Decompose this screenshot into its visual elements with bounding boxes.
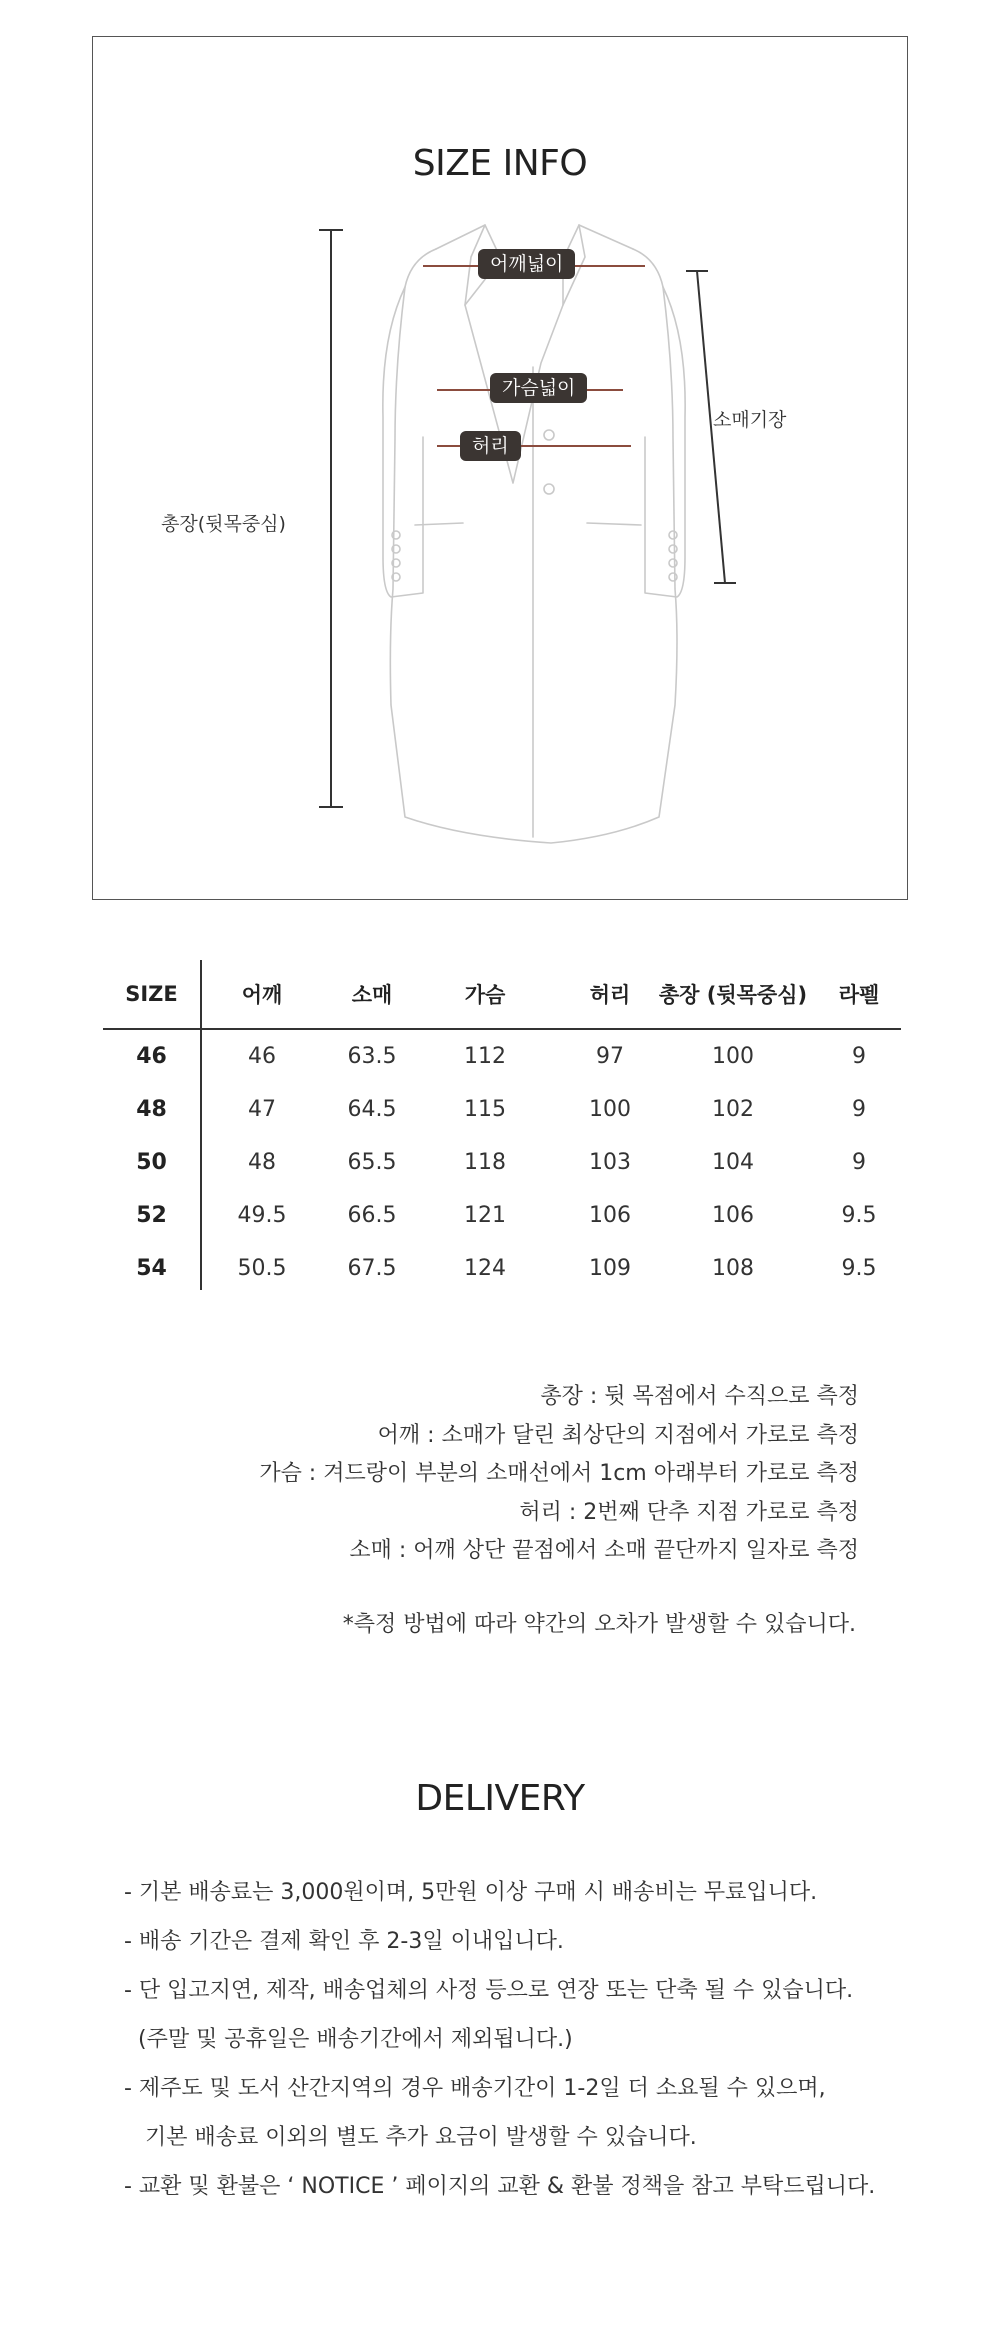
delivery-line: - 배송 기간은 결제 확인 후 2-3일 이내입니다. xyxy=(124,1929,564,1954)
size-table xyxy=(103,960,901,1295)
chest-width-tag: 가슴넓이 xyxy=(490,373,587,403)
delivery-line: - 제주도 및 도서 산간지역의 경우 배송기간이 1-2일 더 소요될 수 있으며, xyxy=(124,2076,826,2101)
header-chest: 가슴 xyxy=(464,983,506,1007)
table-row xyxy=(103,1030,901,1083)
row-waist: 103 xyxy=(589,1150,631,1175)
row-chest: 112 xyxy=(464,1044,506,1069)
row-lapel: 9 xyxy=(852,1044,866,1069)
row-total-length: 108 xyxy=(712,1256,754,1281)
row-chest: 121 xyxy=(464,1203,506,1228)
row-size: 48 xyxy=(136,1097,167,1122)
row-chest: 115 xyxy=(464,1097,506,1122)
row-shoulder: 50.5 xyxy=(237,1256,287,1281)
row-size: 54 xyxy=(136,1256,167,1281)
row-size: 52 xyxy=(136,1203,167,1228)
row-waist: 97 xyxy=(596,1044,624,1069)
delivery-title: DELIVERY xyxy=(415,1778,585,1819)
cuff-button-r1 xyxy=(669,531,677,539)
row-sleeve: 67.5 xyxy=(347,1256,397,1281)
pocket-right xyxy=(587,523,641,525)
table-row xyxy=(103,1136,901,1189)
row-lapel: 9.5 xyxy=(841,1203,877,1228)
row-size: 50 xyxy=(136,1150,167,1175)
table-row xyxy=(103,1189,901,1242)
note-total-length: 총장 : 뒷 목점에서 수직으로 측정 xyxy=(540,1384,859,1409)
sleeve-length-label: 소매기장 xyxy=(713,409,787,431)
header-sleeve: 소매 xyxy=(351,983,393,1007)
delivery-info xyxy=(124,1868,875,2211)
row-sleeve: 66.5 xyxy=(347,1203,397,1228)
row-lapel: 9 xyxy=(852,1150,866,1175)
delivery-line: - 기본 배송료는 3,000원이며, 5만원 이상 구매 시 배송비는 무료입니다. xyxy=(124,1880,818,1905)
header-total-length: 총장 (뒷목중심) xyxy=(658,983,808,1007)
coat-illustration xyxy=(93,37,909,901)
note-shoulder: 어깨 : 소매가 달린 최상단의 지점에서 가로로 측정 xyxy=(377,1422,859,1448)
row-lapel: 9.5 xyxy=(841,1256,877,1281)
button-1 xyxy=(544,430,554,440)
measurement-notes xyxy=(259,1378,859,1571)
delivery-line: 기본 배송료 이외의 별도 추가 요금이 발생할 수 있습니다. xyxy=(124,2125,697,2150)
row-shoulder: 48 xyxy=(248,1150,276,1175)
row-chest: 124 xyxy=(464,1256,506,1281)
row-waist: 100 xyxy=(589,1097,631,1122)
right-sleeve xyxy=(645,287,685,597)
shoulder-width-tag: 어깨넓이 xyxy=(478,249,575,279)
table-row xyxy=(103,1242,901,1295)
cuff-button-r4 xyxy=(669,573,677,581)
measurement-caution: *측정 방법에 따라 약간의 오차가 발생할 수 있습니다. xyxy=(342,1612,856,1637)
row-shoulder: 46 xyxy=(248,1044,276,1069)
row-sleeve: 64.5 xyxy=(347,1097,397,1122)
header-size: SIZE xyxy=(125,982,178,1006)
table-header-row xyxy=(103,960,901,1030)
row-sleeve: 63.5 xyxy=(347,1044,397,1069)
header-shoulder: 어깨 xyxy=(241,983,283,1007)
note-sleeve: 소매 : 어깨 상단 끝점에서 소매 끝단까지 일자로 측정 xyxy=(349,1538,859,1563)
button-2 xyxy=(544,484,554,494)
header-lapel: 라펠 xyxy=(838,983,880,1007)
row-shoulder: 49.5 xyxy=(237,1203,287,1228)
table-row xyxy=(103,1083,901,1136)
row-total-length: 102 xyxy=(712,1097,754,1122)
row-lapel: 9 xyxy=(852,1097,866,1122)
row-chest: 118 xyxy=(464,1150,506,1175)
row-size: 46 xyxy=(136,1044,167,1069)
cuff-button-r2 xyxy=(669,545,677,553)
note-chest: 가슴 : 겨드랑이 부분의 소매선에서 1cm 아래부터 가로로 측정 xyxy=(259,1461,859,1486)
left-sleeve xyxy=(383,287,423,597)
cuff-button-r3 xyxy=(669,559,677,567)
delivery-line: (주말 및 공휴일은 배송기간에서 제외됩니다.) xyxy=(124,2027,573,2052)
waist-tag: 허리 xyxy=(460,431,521,461)
delivery-line: - 교환 및 환불은 ‘ NOTICE ’ 페이지의 교환 & 환불 정책을 참고 부탁드립니다. xyxy=(124,2174,876,2199)
row-waist: 109 xyxy=(589,1256,631,1281)
row-sleeve: 65.5 xyxy=(347,1150,397,1175)
header-waist: 허리 xyxy=(589,983,631,1007)
row-total-length: 104 xyxy=(712,1150,754,1175)
size-info-box xyxy=(92,36,908,900)
total-length-label: 총장(뒷목중심) xyxy=(161,513,286,535)
note-waist: 허리 : 2번째 단추 지점 가로로 측정 xyxy=(519,1499,859,1525)
row-shoulder: 47 xyxy=(248,1097,276,1122)
row-waist: 106 xyxy=(589,1203,631,1228)
row-total-length: 106 xyxy=(712,1203,754,1228)
size-info-title: SIZE INFO xyxy=(412,143,588,184)
row-total-length: 100 xyxy=(712,1044,754,1069)
delivery-line: - 단 입고지연, 제작, 배송업체의 사정 등으로 연장 또는 단축 될 수 있습니다. xyxy=(124,1978,854,2003)
